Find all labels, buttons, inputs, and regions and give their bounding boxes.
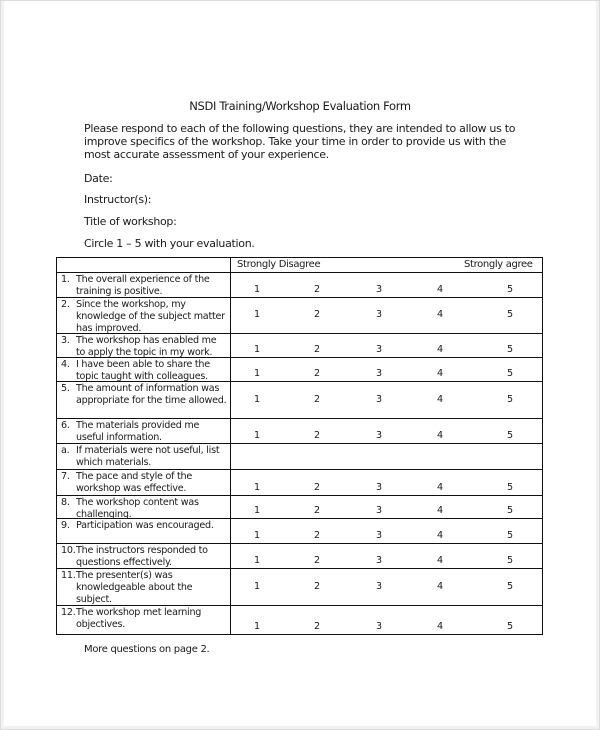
rating-option-2[interactable]: 2 xyxy=(314,284,320,295)
date-field-label: Date: xyxy=(84,172,113,185)
rating-option-5[interactable]: 5 xyxy=(507,430,513,441)
rating-option-5[interactable]: 5 xyxy=(507,344,513,355)
rating-option-1[interactable]: 1 xyxy=(254,581,260,592)
question-number: 8. xyxy=(61,497,70,508)
table-header-row xyxy=(57,258,542,273)
rating-option-3[interactable]: 3 xyxy=(376,530,382,541)
question-text: The workshop has enabled me to apply the topic in my work. xyxy=(76,335,217,358)
rating-option-5[interactable]: 5 xyxy=(507,621,513,632)
question-cell xyxy=(57,298,231,333)
rating-option-3[interactable]: 3 xyxy=(376,344,382,355)
rating-option-4[interactable]: 4 xyxy=(437,621,443,632)
rating-option-3[interactable]: 3 xyxy=(376,555,382,566)
question-text: Participation was encouraged. xyxy=(76,520,214,531)
rating-option-4[interactable]: 4 xyxy=(437,309,443,320)
rating-option-1[interactable]: 1 xyxy=(254,482,260,493)
question-cell xyxy=(57,382,231,418)
rating-option-2[interactable]: 2 xyxy=(314,368,320,379)
question-number: 4. xyxy=(61,359,70,370)
question-text: The instructors responded to questions effectively. xyxy=(76,545,208,568)
question-cell xyxy=(57,544,231,568)
rating-option-5[interactable]: 5 xyxy=(507,530,513,541)
rating-option-3[interactable]: 3 xyxy=(376,309,382,320)
rating-option-1[interactable]: 1 xyxy=(254,505,260,516)
rating-option-1[interactable]: 1 xyxy=(254,344,260,355)
rating-option-1[interactable]: 1 xyxy=(254,284,260,295)
table-row xyxy=(57,496,542,519)
rating-option-2[interactable]: 2 xyxy=(314,621,320,632)
table-row xyxy=(57,358,542,382)
rating-option-5[interactable]: 5 xyxy=(507,368,513,379)
table-row xyxy=(57,544,542,569)
question-number: 6. xyxy=(61,420,70,431)
rating-option-1[interactable]: 1 xyxy=(254,530,260,541)
rating-option-5[interactable]: 5 xyxy=(507,555,513,566)
instruction-text: Circle 1 – 5 with your evaluation. xyxy=(84,237,255,250)
footer-note: More questions on page 2. xyxy=(84,644,210,655)
rating-option-3[interactable]: 3 xyxy=(376,368,382,379)
workshop-title-field-label: Title of workshop: xyxy=(84,215,177,228)
question-cell xyxy=(57,273,231,297)
rating-option-3[interactable]: 3 xyxy=(376,482,382,493)
rating-option-3[interactable]: 3 xyxy=(376,505,382,516)
rating-option-4[interactable]: 4 xyxy=(437,430,443,441)
rating-option-1[interactable]: 1 xyxy=(254,394,260,405)
rating-option-3[interactable]: 3 xyxy=(376,394,382,405)
question-text: Since the workshop, my knowledge of the subject matter has improved. xyxy=(76,299,225,334)
rating-option-2[interactable]: 2 xyxy=(314,530,320,541)
rating-option-4[interactable]: 4 xyxy=(437,482,443,493)
rating-option-2[interactable]: 2 xyxy=(314,309,320,320)
question-cell xyxy=(57,496,231,518)
question-cell xyxy=(57,358,231,381)
rating-option-2[interactable]: 2 xyxy=(314,482,320,493)
question-cell xyxy=(57,470,231,495)
rating-option-4[interactable]: 4 xyxy=(437,284,443,295)
question-cell xyxy=(57,606,231,635)
rating-option-5[interactable]: 5 xyxy=(507,505,513,516)
question-number: 1. xyxy=(61,274,70,285)
rating-option-3[interactable]: 3 xyxy=(376,621,382,632)
rating-option-1[interactable]: 1 xyxy=(254,309,260,320)
rating-option-5[interactable]: 5 xyxy=(507,394,513,405)
rating-option-3[interactable]: 3 xyxy=(376,284,382,295)
question-number: 9. xyxy=(61,520,70,531)
question-cell xyxy=(57,444,231,469)
rating-option-4[interactable]: 4 xyxy=(437,368,443,379)
rating-option-1[interactable]: 1 xyxy=(254,621,260,632)
rating-option-3[interactable]: 3 xyxy=(376,430,382,441)
question-number: 3. xyxy=(61,335,70,346)
rating-option-2[interactable]: 2 xyxy=(314,394,320,405)
rating-option-1[interactable]: 1 xyxy=(254,430,260,441)
table-row xyxy=(57,519,542,544)
table-row xyxy=(57,419,542,444)
table-row xyxy=(57,569,542,606)
instructor-field-label: Instructor(s): xyxy=(84,193,152,206)
question-number: 7. xyxy=(61,471,70,482)
question-text: The workshop met learning objectives. xyxy=(76,607,202,630)
question-number: 2. xyxy=(61,299,70,310)
question-text: The workshop content was challenging. xyxy=(76,497,199,520)
question-cell xyxy=(57,334,231,357)
rating-option-4[interactable]: 4 xyxy=(437,530,443,541)
question-cell xyxy=(57,519,231,543)
question-text: I have been able to share the topic taught with colleagues. xyxy=(76,359,210,382)
table-row xyxy=(57,273,542,298)
rating-option-5[interactable]: 5 xyxy=(507,581,513,592)
rating-option-2[interactable]: 2 xyxy=(314,581,320,592)
question-cell xyxy=(57,569,231,605)
rating-option-5[interactable]: 5 xyxy=(507,284,513,295)
table-row xyxy=(57,334,542,358)
header-strongly-disagree: Strongly Disagree xyxy=(237,259,321,270)
evaluation-table xyxy=(56,257,543,635)
table-row xyxy=(57,382,542,419)
rating-option-2[interactable]: 2 xyxy=(314,555,320,566)
rating-option-2[interactable]: 2 xyxy=(314,344,320,355)
question-text: The amount of information was appropriate for the time allowed. xyxy=(76,383,227,406)
question-text: The materials provided me useful information. xyxy=(76,420,200,443)
question-number: 12. xyxy=(61,607,76,618)
rating-option-2[interactable]: 2 xyxy=(314,430,320,441)
rating-option-1[interactable]: 1 xyxy=(254,368,260,379)
rating-option-4[interactable]: 4 xyxy=(437,581,443,592)
rating-option-4[interactable]: 4 xyxy=(437,394,443,405)
rating-option-4[interactable]: 4 xyxy=(437,555,443,566)
question-number: 11. xyxy=(61,570,76,581)
rating-option-5[interactable]: 5 xyxy=(507,309,513,320)
question-number: 5. xyxy=(61,383,70,394)
intro-paragraph: Please respond to each of the following questions, they are intended to allow us to improve specifics of the workshop. Take your time in order to provide us with the most accurate assessment of your experience. xyxy=(84,122,516,161)
question-text: The presenter(s) was knowledgeable about the subject. xyxy=(76,570,193,605)
question-text: If materials were not useful, list which materials. xyxy=(76,445,220,468)
question-text: The pace and style of the workshop was effective. xyxy=(76,471,193,494)
question-text: The overall experience of the training is positive. xyxy=(76,274,210,297)
question-number: 10. xyxy=(61,545,76,556)
header-strongly-agree: Strongly agree xyxy=(464,259,533,270)
form-title: NSDI Training/Workshop Evaluation Form xyxy=(189,99,411,113)
table-row xyxy=(57,606,542,635)
table-row xyxy=(57,444,542,470)
rating-option-1[interactable]: 1 xyxy=(254,555,260,566)
rating-option-3[interactable]: 3 xyxy=(376,581,382,592)
rating-option-4[interactable]: 4 xyxy=(437,505,443,516)
rating-option-4[interactable]: 4 xyxy=(437,344,443,355)
rating-option-5[interactable]: 5 xyxy=(507,482,513,493)
table-row xyxy=(57,298,542,334)
header-question-cell xyxy=(57,258,231,272)
question-number: a. xyxy=(61,445,70,456)
rating-option-2[interactable]: 2 xyxy=(314,505,320,516)
question-cell xyxy=(57,419,231,443)
table-row xyxy=(57,470,542,496)
